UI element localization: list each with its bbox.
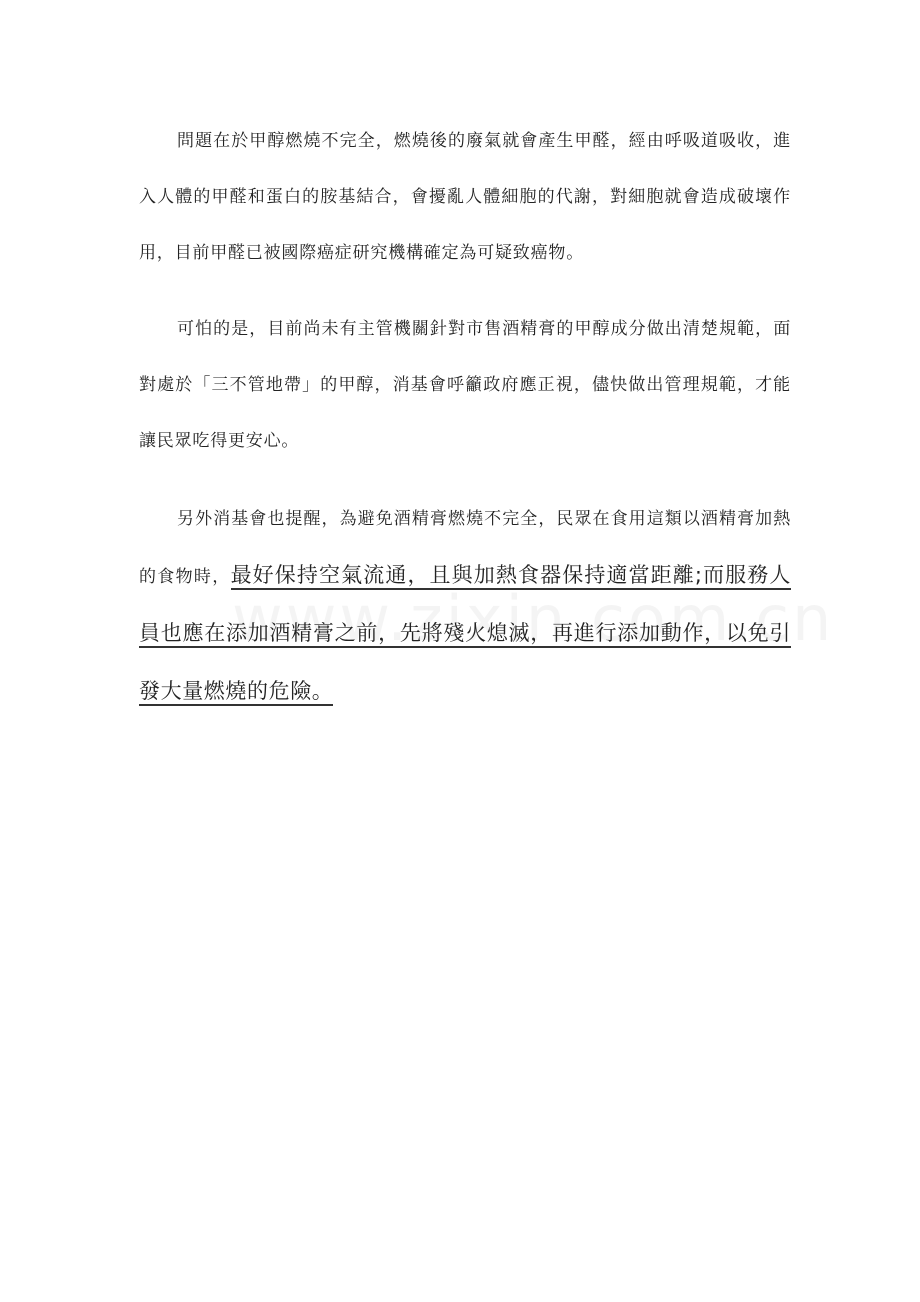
paragraph-2-text: 可怕的是，目前尚未有主管機關針對市售酒精膏的甲醇成分做出清楚規範，面對處於「三不管地帶」的甲醇，消基會呼籲政府應正視，儘快做出管理規範，才能讓民眾吃得更安心。 [139,319,791,451]
paragraph-2 [139,301,791,469]
paragraph-3-emphasis: 最好保持空氣流通，且與加熱食器保持適當距離;而服務人員也應在添加酒精膏之前，先將殘火熄滅，再進行添加動作，以免引發大量燃燒的危險。 [139,563,791,706]
paragraph-3-text: 另外消基會也提醒，為避免酒精膏燃燒不完全，民眾在食用這類以酒精膏加熱的食物時， [139,509,791,587]
paragraph-1 [139,113,791,281]
paragraph-1-text: 問題在於甲醇燃燒不完全，燃燒後的廢氣就會產生甲醛，經由呼吸道吸收，進入人體的甲醛和蛋白的胺基結合，會擾亂人體細胞的代謝，對細胞就會造成破壞作用，目前甲醛已被國際癌症研究機構確定為可疑致癌物。 [139,131,791,263]
paragraph-3 [139,491,791,721]
